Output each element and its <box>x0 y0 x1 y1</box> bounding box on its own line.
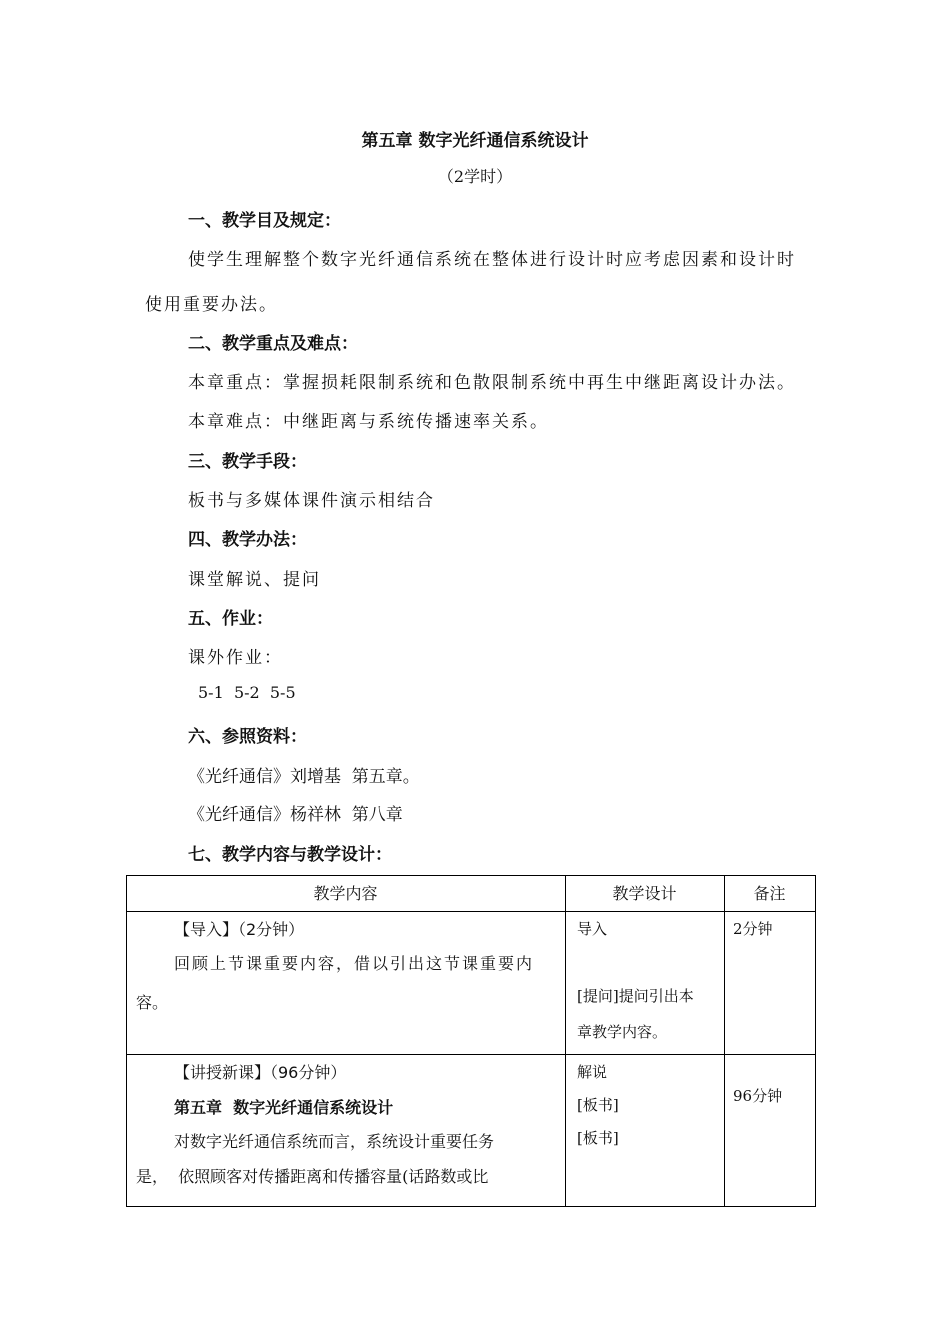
row1-design-3: 章教学内容。 <box>577 1023 668 1041</box>
row2-note: 96分钟 <box>733 1087 783 1105</box>
key-point-text: 本章重点：掌握损耗限制系统和色散限制系统中再生中继距离设计办法。 <box>188 373 796 393</box>
objectives-text-line2: 使用重要办法。 <box>145 295 278 315</box>
section-heading-teaching-means: 三、教学手段： <box>188 452 307 472</box>
table-border-left <box>126 875 127 1207</box>
table-header-content: 教学内容 <box>313 884 378 903</box>
table-border-top <box>126 875 816 876</box>
table-col-divider-2 <box>724 875 725 1207</box>
row1-content-line2: 容。 <box>136 993 169 1012</box>
table-border-bottom <box>126 1206 816 1207</box>
section-heading-homework: 五、作业： <box>188 609 273 629</box>
row2-design-2: [板书] <box>577 1096 619 1114</box>
page-title: 第五章 数字光纤通信系统设计 <box>361 131 589 151</box>
section-heading-objectives: 一、教学目及规定： <box>188 211 341 231</box>
table-row-divider <box>126 1054 816 1055</box>
row2-design-3: [板书] <box>577 1129 619 1147</box>
row2-content-line2: 是， 依照顾客对传播距离和传播容量(话路数或比 <box>136 1167 489 1186</box>
row1-design-2: [提问]提问引出本 <box>577 987 694 1005</box>
homework-label: 课外作业： <box>188 648 283 668</box>
row2-content-title: 【讲授新课】（96分钟） <box>174 1063 347 1082</box>
table-header-notes: 备注 <box>753 884 786 903</box>
table-header-design: 教学设计 <box>612 884 677 903</box>
section-heading-content-design: 七、教学内容与教学设计： <box>188 845 392 865</box>
section-heading-references: 六、参照资料： <box>188 727 307 747</box>
objectives-text-line1: 使学生理解整个数字光纤通信系统在整体进行设计时应考虑因素和设计时 <box>188 250 796 270</box>
row1-note: 2分钟 <box>733 920 773 938</box>
section-heading-key-points: 二、教学重点及难点： <box>188 334 358 354</box>
reference-item-2: 《光纤通信》杨祥林 第八章 <box>188 805 403 825</box>
table-border-right <box>815 875 816 1207</box>
row1-design-1: 导入 <box>577 920 608 938</box>
row1-content-title: 【导入】（2分钟） <box>174 920 305 939</box>
table-header-divider <box>126 911 816 912</box>
section-heading-teaching-methods: 四、教学办法： <box>188 530 307 550</box>
reference-item-1: 《光纤通信》刘增基 第五章。 <box>188 767 420 787</box>
row2-design-1: 解说 <box>577 1063 608 1081</box>
teaching-means-text: 板书与多媒体课件演示相结合 <box>188 491 435 511</box>
difficult-point-text: 本章难点：中继距离与系统传播速率关系。 <box>188 412 549 432</box>
row2-content-chapter: 第五章 数字光纤通信系统设计 <box>174 1098 394 1117</box>
table-col-divider-1 <box>565 875 566 1207</box>
row2-content-line1: 对数字光纤通信系统而言，系统设计重要任务 <box>174 1132 495 1151</box>
row1-content-line1: 回顾上节课重要内容，借以引出这节课重要内 <box>174 954 535 973</box>
teaching-methods-text: 课堂解说、提问 <box>188 570 321 590</box>
page-subtitle: （2学时） <box>437 167 513 186</box>
homework-items: 5-1 5-2 5-5 <box>198 683 296 702</box>
